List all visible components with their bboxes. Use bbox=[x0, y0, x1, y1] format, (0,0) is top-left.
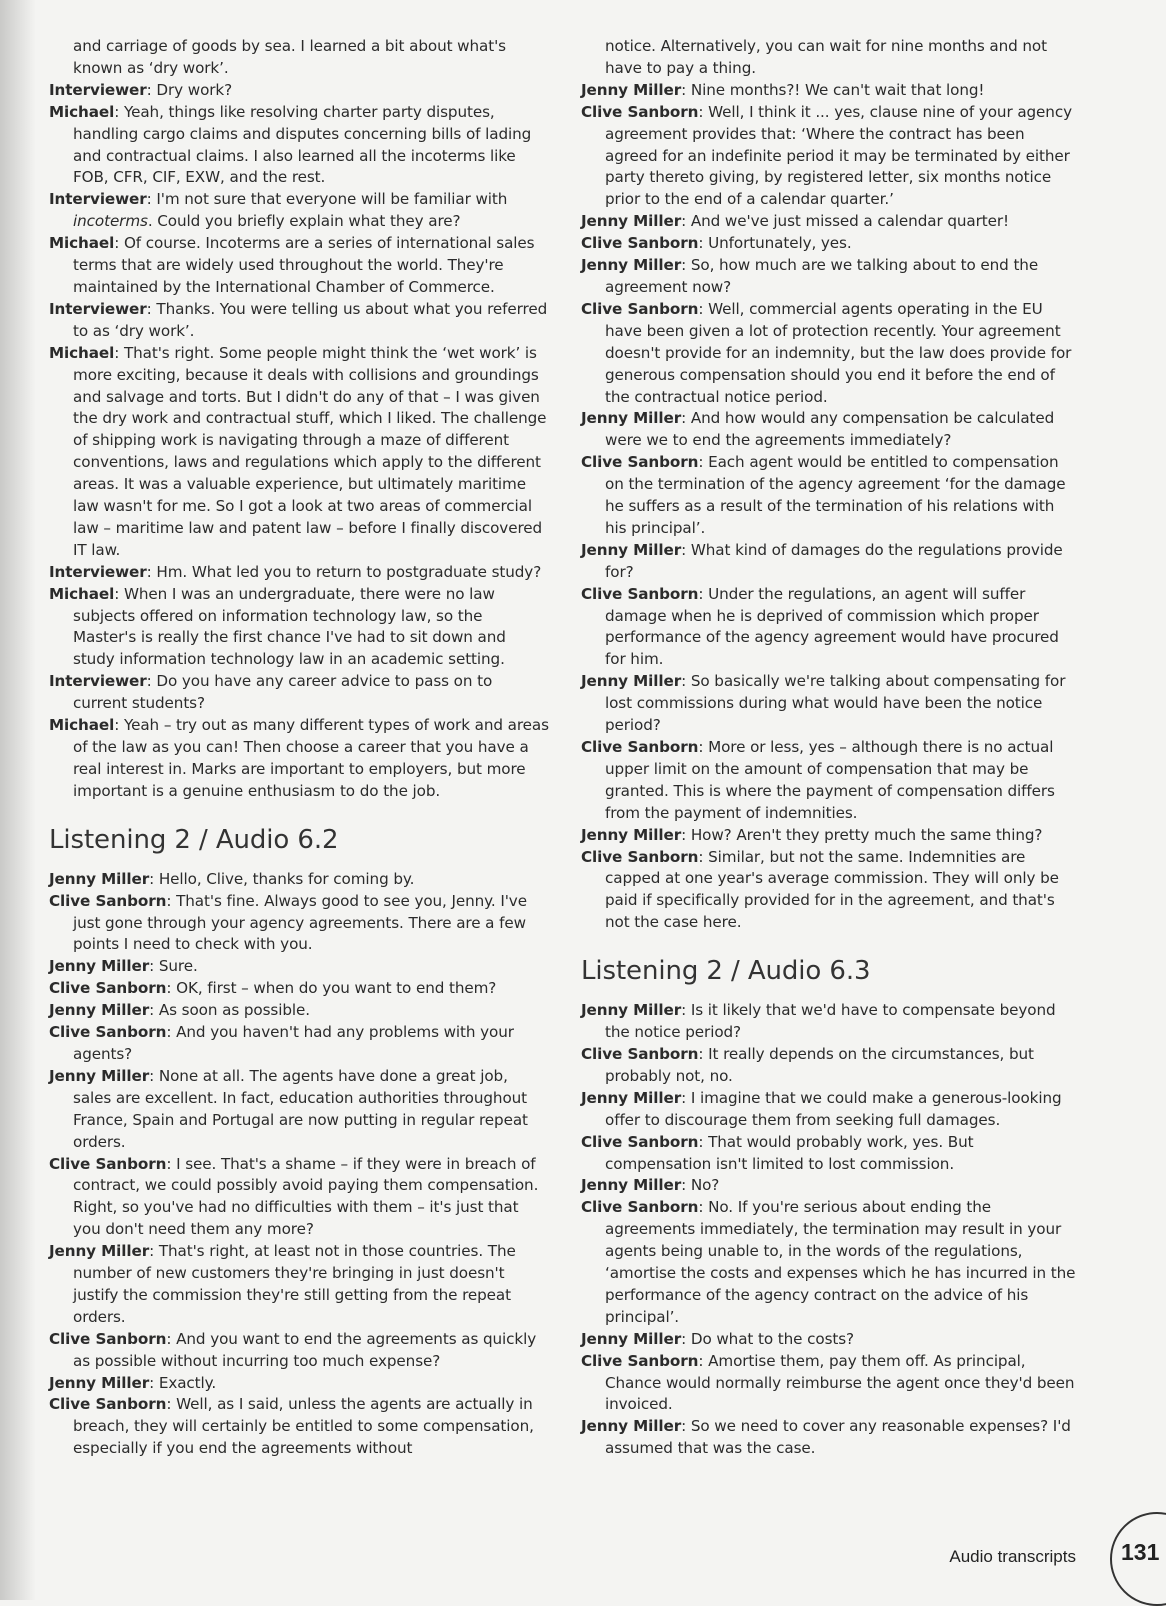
turn-text: I see. That's a shame – if they were in breach of contract, we could possibly avoid paying them compensation. Right, so you've had no difficulties with them – it's just that you don't need them any more? bbox=[73, 1154, 539, 1239]
turn-text: Thanks. You were telling us about what you referred to as ‘dry work’. bbox=[73, 299, 548, 340]
turn-text: None at all. The agents have done a great job, sales are excellent. In fact, education authorities throughout France, Spain and Portugal are now putting in regular repeat orders. bbox=[73, 1066, 528, 1151]
speaker-name: Clive Sanborn bbox=[49, 1329, 167, 1348]
section-heading: Listening 2 / Audio 6.3 bbox=[581, 956, 871, 987]
speaker-name: Jenny Miller bbox=[581, 672, 682, 691]
turn-text: That would probably work, yes. But compensation isn't limited to lost commission. bbox=[605, 1132, 974, 1173]
dialogue-turn: Clive Sanborn: Unfortunately, yes. bbox=[581, 234, 852, 253]
dialogue-turn: Clive Sanborn: Well, as I said, unless the agents are actually in breach, they will certainly be entitled to some compensation, especially if you end the agreements without bbox=[49, 1395, 534, 1458]
speaker-name: Michael bbox=[49, 234, 115, 253]
dialogue-turn: Clive Sanborn: Each agent would be entitled to compensation on the termination of the agency agreement ‘for the damage he suffers as a result of the termination of his relations with his principal’. bbox=[581, 453, 1066, 537]
dialogue-turn: Michael: Yeah, things like resolving charter party disputes, handling cargo claims and disputes concerning bills of lading and contractual claims. I also learned all the incoterms like FOB, CFR, CIF, EXW, and the rest. bbox=[49, 102, 532, 187]
speaker-name: Michael bbox=[49, 343, 115, 362]
dialogue-turn: Jenny Miller: What kind of damages do the regulations provide for? bbox=[581, 540, 1063, 581]
turn-text: When I was an undergraduate, there were no law subjects offered on information technology law, so the Master's is really the first chance I've had to sit down and study information technology law in an academic setting. bbox=[73, 584, 506, 669]
page-number: 131 bbox=[1121, 1539, 1160, 1565]
speaker-name: Jenny Miller bbox=[49, 957, 150, 976]
turn-text: Each agent would be entitled to compensation on the termination of the agency agreement ‘for the damage he suffers as a result of the termination of his relations with his principal’. bbox=[605, 453, 1066, 537]
italic-term: incoterms bbox=[73, 212, 148, 231]
speaker-name: Clive Sanborn bbox=[581, 299, 699, 318]
footer-section-label: Audio transcripts bbox=[949, 1547, 1076, 1566]
dialogue-turn: Jenny Miller: None at all. The agents have done a great job, sales are excellent. In fact, education authorities throughout France, Spain and Portugal are now putting in regular repeat orders. bbox=[49, 1066, 528, 1151]
dialogue-turn: Clive Sanborn: It really depends on the circumstances, but probably not, no. bbox=[581, 1044, 1034, 1085]
speaker-name: Jenny Miller bbox=[581, 1329, 682, 1348]
speaker-name: Jenny Miller bbox=[581, 1417, 682, 1436]
turn-text: Yeah, things like resolving charter party disputes, handling cargo claims and disputes concerning bills of lading and contractual claims. I also learned all the incoterms like FOB, CFR, CIF, EXW, and the rest. bbox=[73, 102, 532, 187]
dialogue-turn: Jenny Miller: I imagine that we could make a generous-looking offer to discourage them from seeking full damages. bbox=[581, 1088, 1062, 1129]
speaker-name: Jenny Miller bbox=[581, 540, 682, 559]
dialogue-turn: Clive Sanborn: More or less, yes – although there is no actual upper limit on the amount of compensation that may be granted. This is where the payment of compensation differs from the payment of indemnities. bbox=[581, 738, 1055, 822]
dialogue-turn: Jenny Miller: How? Aren't they pretty much the same thing? bbox=[581, 825, 1043, 844]
dialogue-turn: Jenny Miller: Is it likely that we'd have to compensate beyond the notice period? bbox=[581, 1001, 1056, 1042]
turn-text: It really depends on the circumstances, but probably not, no. bbox=[605, 1044, 1034, 1085]
right-column bbox=[581, 36, 1078, 1460]
speaker-name: Clive Sanborn bbox=[581, 1198, 699, 1217]
dialogue-turn: Michael: Yeah – try out as many different types of work and areas of the law as you can! Then choose a career that you have a real interest in. Marks are important to employers, but more important is a genuine enthusiasm to do the job. bbox=[49, 716, 549, 800]
dialogue-turn: Jenny Miller: As soon as possible. bbox=[49, 1001, 310, 1020]
turn-text: Of course. Incoterms are a series of international sales terms that are widely used throughout the world. They're maintained by the International Chamber of Commerce. bbox=[73, 234, 535, 296]
dialogue-block bbox=[581, 80, 1078, 934]
turn-text: No? bbox=[690, 1176, 720, 1195]
turn-text: Do you have any career advice to pass on to current students? bbox=[73, 672, 493, 713]
speaker-name: Clive Sanborn bbox=[581, 1044, 699, 1063]
turn-text: So basically we're talking about compensating for lost commissions during what would have been the notice period? bbox=[605, 672, 1066, 735]
dialogue-turn: Jenny Miller: Nine months?! We can't wait that long! bbox=[581, 80, 985, 99]
dialogue-turn: Michael: When I was an undergraduate, there were no law subjects offered on information technology law, so the Master's is really the first chance I've had to sit down and study information technology law in an academic setting. bbox=[49, 584, 506, 669]
speaker-name: Jenny Miller bbox=[581, 825, 682, 844]
speaker-name: Jenny Miller bbox=[49, 1066, 150, 1085]
dialogue-turn: Clive Sanborn: Under the regulations, an agent will suffer damage when he is deprived of commission which proper performance of the agency agreement would have procured for him. bbox=[581, 584, 1059, 669]
turn-text: And you want to end the agreements as quickly as possible without incurring too much expense? bbox=[73, 1329, 537, 1370]
dialogue-turn: Clive Sanborn: Amortise them, pay them off. As principal, Chance would normally reimburse the agent once they'd been invoiced. bbox=[581, 1351, 1075, 1414]
speaker-name: Clive Sanborn bbox=[49, 1023, 167, 1042]
turn-text: Exactly. bbox=[158, 1373, 217, 1392]
speaker-name: Interviewer bbox=[49, 299, 147, 318]
dialogue-turn: Clive Sanborn: Similar, but not the same. Indemnities are capped at one year's average commission. They will only be paid if specifically provided for in the agreement, and that's not the case here. bbox=[581, 847, 1059, 932]
turn-text: Under the regulations, an agent will suffer damage when he is deprived of commission which proper performance of the agency agreement would have procured for him. bbox=[605, 584, 1059, 669]
speaker-name: Jenny Miller bbox=[49, 1242, 150, 1261]
dialogue-turn: Jenny Miller: So we need to cover any reasonable expenses? I'd assumed that was the case. bbox=[581, 1417, 1071, 1458]
turn-text: How? Aren't they pretty much the same thing? bbox=[690, 825, 1043, 844]
turn-text: I'm not sure that everyone will be familiar with bbox=[156, 190, 508, 209]
section-heading: Listening 2 / Audio 6.2 bbox=[49, 824, 339, 855]
dialogue-turn: Clive Sanborn: Well, commercial agents operating in the EU have been given a lot of protection recently. Your agreement doesn't provide for an indemnity, but the law does provide for generous compensation should you end it before the end of the contractual notice period. bbox=[581, 299, 1072, 406]
dialogue-turn: Interviewer: Thanks. You were telling us about what you referred to as ‘dry work’. bbox=[49, 299, 548, 340]
turn-text: And you haven't had any problems with your agents? bbox=[73, 1023, 514, 1063]
turn-text: . Could you briefly explain what they are? bbox=[147, 212, 461, 231]
turn-text: As soon as possible. bbox=[158, 1001, 310, 1020]
dialogue-turn: Interviewer: I'm not sure that everyone will be familiar with incoterms. Could you briefly explain what they are? bbox=[49, 190, 508, 231]
turn-text: So, how much are we talking about to end the agreement now? bbox=[605, 256, 1039, 296]
dialogue-block bbox=[49, 869, 549, 1460]
speaker-name: Clive Sanborn bbox=[49, 1395, 167, 1414]
dialogue-turn: Clive Sanborn: That's fine. Always good to see you, Jenny. I've just gone through your agency agreements. There are a few points I need to check with you. bbox=[49, 891, 527, 954]
speaker-name: Jenny Miller bbox=[581, 80, 682, 99]
dialogue-turn: Clive Sanborn: I see. That's a shame – if they were in breach of contract, we could possibly avoid paying them compensation. Right, so you've had no difficulties with them – it's just that you don't need them any more? bbox=[49, 1154, 539, 1239]
dialogue-turn: Interviewer: Hm. What led you to return to postgraduate study? bbox=[49, 562, 542, 581]
dialogue-turn: Clive Sanborn: No. If you're serious about ending the agreements immediately, the termination may result in your agents being unable to, in the words of the regulations, ‘amortise the costs and expenses which he has incurred in the performance of the agency contract on the advice of his principal’. bbox=[581, 1198, 1076, 1326]
dialogue-turn: Jenny Miller: And how would any compensation be calculated were we to end the agreements immediately? bbox=[581, 409, 1055, 450]
speaker-name: Interviewer bbox=[49, 672, 147, 691]
turn-text: What kind of damages do the regulations provide for? bbox=[605, 540, 1063, 581]
continued-text: notice. Alternatively, you can wait for nine months and not have to pay a thing. bbox=[605, 37, 1047, 77]
speaker-name: Clive Sanborn bbox=[581, 234, 699, 253]
dialogue-turn: Clive Sanborn: That would probably work, yes. But compensation isn't limited to lost commission. bbox=[581, 1132, 974, 1173]
speaker-name: Jenny Miller bbox=[581, 256, 682, 275]
dialogue-turn: Clive Sanborn: And you haven't had any problems with your agents? bbox=[49, 1023, 514, 1063]
dialogue-turn: Clive Sanborn: OK, first – when do you want to end them? bbox=[49, 979, 497, 998]
turn-text: Amortise them, pay them off. As principal, Chance would normally reimburse the agent once they'd been invoiced. bbox=[605, 1351, 1075, 1414]
turn-text: That's right. Some people might think the ‘wet work’ is more exciting, because it deals with collisions and groundings and salvage and torts. But I didn't do any of that – I was given the dry work and contractual stuff, which I liked. The challenge of shipping work is navigating through a maze of different conventions, laws and regulations which apply to the different areas. It was a valuable experience, but ultimately maritime law wasn't for me. So I got a look at two areas of commercial law – maritime law and patent law – before I finally discovered IT law. bbox=[73, 343, 547, 559]
dialogue-turn: Clive Sanborn: And you want to end the agreements as quickly as possible without incurring too much expense? bbox=[49, 1329, 537, 1370]
continued-text: and carriage of goods by sea. I learned a bit about what's known as ‘dry work’. bbox=[73, 37, 506, 77]
binding-shadow bbox=[0, 0, 36, 1600]
dialogue-turn: Jenny Miller: No? bbox=[581, 1176, 720, 1195]
left-column bbox=[49, 36, 549, 1460]
dialogue-block bbox=[49, 233, 549, 803]
turn-text: Hm. What led you to return to postgraduate study? bbox=[156, 562, 542, 581]
speaker-name: Clive Sanborn bbox=[581, 738, 699, 756]
turn-text: So we need to cover any reasonable expenses? I'd assumed that was the case. bbox=[605, 1417, 1071, 1458]
dialogue-turn: Jenny Miller: So, how much are we talking about to end the agreement now? bbox=[581, 256, 1039, 296]
turn-text: Similar, but not the same. Indemnities are capped at one year's average commission. They will only be paid if specifically provided for in the agreement, and that's not the case here. bbox=[605, 847, 1059, 932]
turn-text: No. If you're serious about ending the agreements immediately, the termination may result in your agents being unable to, in the words of the regulations, ‘amortise the costs and expenses which he has incurred in the performance of the agency contract on the advice of his principal’. bbox=[605, 1198, 1076, 1326]
dialogue-turn: Jenny Miller: Sure. bbox=[49, 957, 198, 976]
speaker-name: Jenny Miller bbox=[49, 1373, 150, 1392]
dialogue-turn: Jenny Miller: That's right, at least not in those countries. The number of new customers they're bringing in just doesn't justify the commission they're still getting from the repeat orders. bbox=[49, 1242, 516, 1326]
speaker-name: Michael bbox=[49, 102, 115, 121]
dialogue-turn: Michael: Of course. Incoterms are a series of international sales terms that are widely used throughout the world. They're maintained by the International Chamber of Commerce. bbox=[49, 234, 535, 296]
turn-text: Sure. bbox=[158, 957, 198, 976]
speaker-name: Clive Sanborn bbox=[581, 1351, 699, 1370]
speaker-name: Clive Sanborn bbox=[581, 847, 699, 866]
speaker-name: Interviewer bbox=[49, 190, 147, 209]
turn-text: Well, as I said, unless the agents are actually in breach, they will certainly be entitled to some compensation, especially if you end the agreements without bbox=[73, 1395, 534, 1458]
turn-text: Unfortunately, yes. bbox=[708, 234, 852, 253]
turn-text: Is it likely that we'd have to compensate beyond the notice period? bbox=[605, 1001, 1056, 1042]
turn-text: That's right, at least not in those countries. The number of new customers they're bringing in just doesn't justify the commission they're still getting from the repeat orders. bbox=[73, 1242, 516, 1326]
dialogue-turn: Jenny Miller: And we've just missed a calendar quarter! bbox=[581, 212, 1009, 231]
speaker-name: Jenny Miller bbox=[49, 1001, 150, 1020]
speaker-name: Jenny Miller bbox=[581, 1001, 682, 1020]
dialogue-block bbox=[49, 80, 549, 190]
turn-text: Do what to the costs? bbox=[690, 1329, 855, 1348]
dialogue-turn: Interviewer: Do you have any career advice to pass on to current students? bbox=[49, 672, 493, 713]
dialogue-turn: Jenny Miller: Exactly. bbox=[49, 1373, 217, 1392]
turn-text: Hello, Clive, thanks for coming by. bbox=[158, 869, 415, 888]
dialogue-turn: Clive Sanborn: Well, I think it ... yes, clause nine of your agency agreement provides that: ‘Where the contract has been agreed for an indefinite period it may be terminated by either party thereto giving, by registered letter, six months notice prior to the end of a calendar quarter.’ bbox=[581, 102, 1072, 209]
turn-text: Well, commercial agents operating in the EU have been given a lot of protection recently. Your agreement doesn't provide for an indemnity, but the law does provide for generous compensation should you end it before the end of the contractual notice period. bbox=[605, 299, 1072, 406]
turn-text: I imagine that we could make a generous-looking offer to discourage them from seeking full damages. bbox=[605, 1088, 1062, 1129]
speaker-name: Clive Sanborn bbox=[581, 102, 699, 121]
speaker-name: Jenny Miller bbox=[49, 869, 150, 888]
dialogue-turn: Jenny Miller: So basically we're talking about compensating for lost commissions during what would have been the notice period? bbox=[581, 672, 1066, 735]
dialogue-turn: Michael: That's right. Some people might think the ‘wet work’ is more exciting, because it deals with collisions and groundings and salvage and torts. But I didn't do any of that – I was given the dry work and contractual stuff, which I liked. The challenge of shipping work is navigating through a maze of different conventions, laws and regulations which apply to the different areas. It was a valuable experience, but ultimately maritime law wasn't for me. So I got a look at two areas of commercial law – maritime law and patent law – before I finally discovered IT law. bbox=[49, 343, 547, 559]
dialogue-turn: Jenny Miller: Hello, Clive, thanks for coming by. bbox=[49, 869, 415, 888]
turn-text: That's fine. Always good to see you, Jenny. I've just gone through your agency agreements. There are a few points I need to check with you. bbox=[73, 891, 527, 954]
speaker-name: Clive Sanborn bbox=[581, 453, 699, 472]
turn-text: Nine months?! We can't wait that long! bbox=[690, 80, 985, 99]
dialogue-turn: Jenny Miller: Do what to the costs? bbox=[581, 1329, 855, 1348]
dialogue-block bbox=[581, 1000, 1078, 1460]
speaker-name: Clive Sanborn bbox=[49, 979, 167, 998]
speaker-name: Clive Sanborn bbox=[581, 584, 699, 603]
speaker-name: Jenny Miller bbox=[581, 212, 682, 231]
speaker-name: Clive Sanborn bbox=[581, 1132, 699, 1151]
speaker-name: Jenny Miller bbox=[581, 409, 682, 428]
turn-text: And we've just missed a calendar quarter! bbox=[690, 212, 1009, 231]
speaker-name: Michael bbox=[49, 584, 115, 603]
speaker-name: Interviewer bbox=[49, 562, 147, 581]
speaker-name: Michael bbox=[49, 716, 115, 735]
speaker-name: Clive Sanborn bbox=[49, 1154, 167, 1173]
turn-text: More or less, yes – although there is no actual upper limit on the amount of compensation that may be granted. This is where the payment of compensation differs from the payment of indemnities. bbox=[605, 738, 1055, 822]
speaker-name: Interviewer bbox=[49, 80, 147, 99]
turn-text: OK, first – when do you want to end them? bbox=[176, 979, 497, 998]
turn-text: Dry work? bbox=[156, 80, 233, 99]
speaker-name: Clive Sanborn bbox=[49, 891, 167, 910]
turn-text: And how would any compensation be calculated were we to end the agreements immediately? bbox=[605, 409, 1055, 450]
dialogue-turn: Interviewer: Dry work? bbox=[49, 80, 233, 99]
turn-text: Yeah – try out as many different types of work and areas of the law as you can! Then choose a career that you have a real interest in. Marks are important to employers, but more important is a genuine enthusiasm to do the job. bbox=[73, 716, 549, 800]
speaker-name: Jenny Miller bbox=[581, 1088, 682, 1107]
speaker-name: Jenny Miller bbox=[581, 1176, 682, 1195]
turn-text: Well, I think it ... yes, clause nine of your agency agreement provides that: ‘Where the contract has been agreed for an indefinite period it may be terminated by either party thereto giving, by registered letter, six months notice prior to the end of a calendar quarter.’ bbox=[605, 102, 1072, 209]
